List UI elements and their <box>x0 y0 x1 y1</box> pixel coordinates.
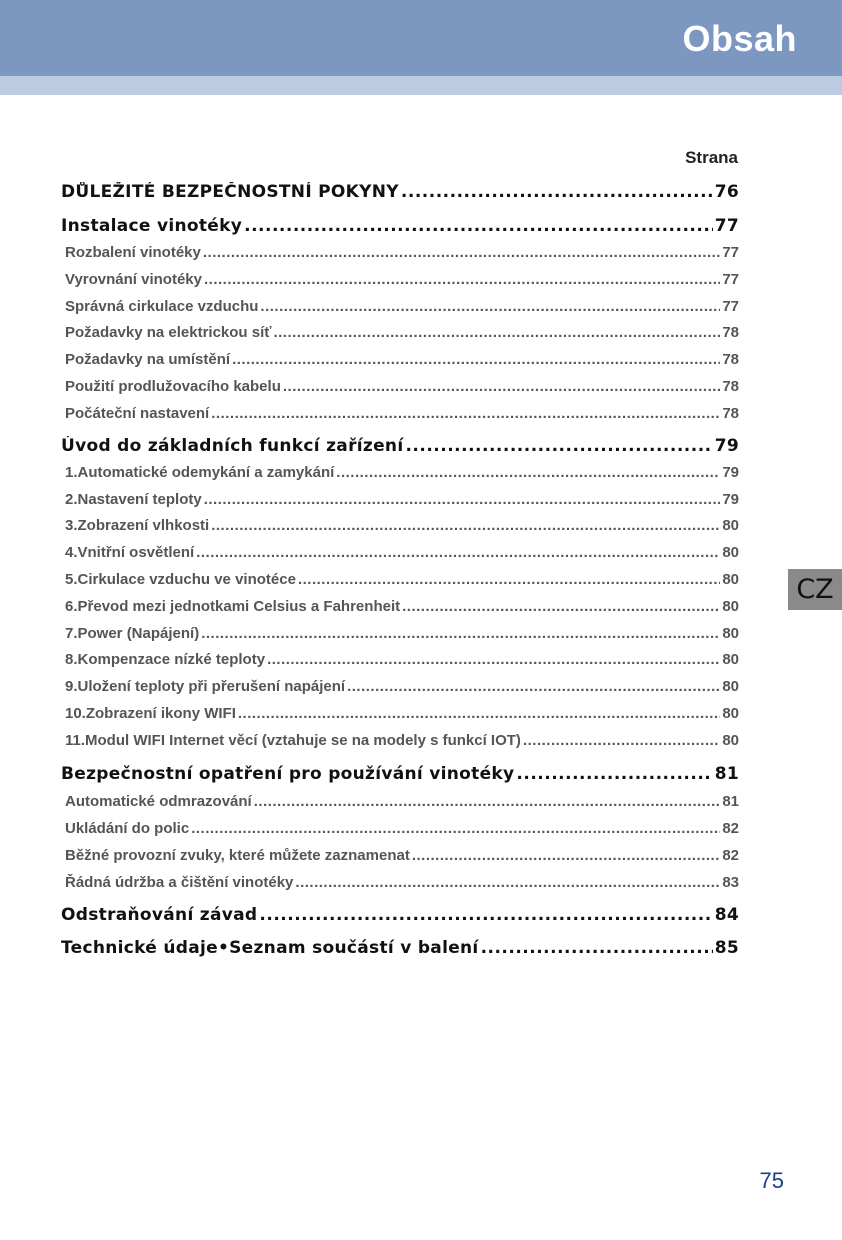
toc-entry-page: 80 <box>722 732 739 749</box>
toc-entry-label: Požadavky na elektrickou síť <box>65 324 272 341</box>
toc-leader-dots <box>481 938 713 958</box>
toc-leader-dots <box>347 678 720 695</box>
toc-entry-page: 77 <box>722 271 739 288</box>
toc-entry-label: Řádná údržba a čištění vinotéky <box>65 874 294 891</box>
toc-entry-label: 6.Převod mezi jednotkami Celsius a Fahrenheit <box>65 598 401 615</box>
toc-leader-dots <box>204 491 721 508</box>
page-title: Obsah <box>682 18 797 59</box>
toc-entry-label: 4.Vnitřní osvětlení <box>65 544 195 561</box>
toc-entry-label: Ukládání do polic <box>65 820 190 837</box>
toc-leader-dots <box>203 244 720 261</box>
toc-entry[interactable] <box>65 820 739 837</box>
toc-entry-page: 78 <box>722 351 739 368</box>
header-stripe <box>0 76 842 95</box>
toc-entry-page: 79 <box>714 436 739 456</box>
toc-leader-dots <box>267 651 720 668</box>
toc-leader-dots <box>211 517 720 534</box>
toc-leader-dots <box>259 905 712 925</box>
toc-entry[interactable] <box>65 464 739 481</box>
toc-entry[interactable] <box>61 436 739 456</box>
toc-entry-page: 81 <box>714 764 739 784</box>
toc-entry[interactable] <box>65 732 739 749</box>
toc-entry[interactable] <box>61 182 739 202</box>
toc-entry-page: 80 <box>722 517 739 534</box>
toc-entry[interactable] <box>65 847 739 864</box>
toc-entry-page: 80 <box>722 571 739 588</box>
toc-entry-label: DŮLEŽITÉ BEZPEČNOSTNÍ POKYNY <box>61 182 399 202</box>
toc-entry-label: Bezpečnostní opatření pro používání vinotéky <box>61 764 515 784</box>
toc-entry-page: 83 <box>722 874 739 891</box>
toc-entry-label: Požadavky na umístění <box>65 351 231 368</box>
toc-leader-dots <box>244 216 713 236</box>
toc-entry-label: 8.Kompenzace nízké teploty <box>65 651 266 668</box>
toc-leader-dots <box>523 732 720 749</box>
toc-entry-page: 77 <box>722 298 739 315</box>
toc-entry[interactable] <box>65 351 739 368</box>
toc-entry-label: Úvod do základních funkcí zařízení <box>61 436 404 456</box>
toc-entry-page: 81 <box>722 793 739 810</box>
toc-entry-label: 10.Zobrazení ikony WIFI <box>65 705 236 722</box>
toc-entry-label: Automatické odmrazování <box>65 793 252 810</box>
toc-entry-page: 78 <box>722 378 739 395</box>
toc-entry-label: 11.Modul WIFI Internet věcí (vztahuje se na modely s funkcí IOT) <box>65 732 521 749</box>
toc-entry-page: 80 <box>722 678 739 695</box>
toc-leader-dots <box>204 271 720 288</box>
toc-entry-page: 78 <box>722 405 739 422</box>
toc-entry[interactable] <box>65 651 739 668</box>
toc-entry[interactable] <box>65 244 739 261</box>
toc-entry[interactable] <box>61 764 739 784</box>
toc-entry-page: 82 <box>722 847 739 864</box>
toc-entry[interactable] <box>61 216 739 236</box>
toc-entry-page: 79 <box>722 464 739 481</box>
toc-entry-label: 2.Nastavení teploty <box>65 491 202 508</box>
toc-entry[interactable] <box>65 793 739 810</box>
toc-entry[interactable] <box>65 324 739 341</box>
toc-leader-dots <box>336 464 720 481</box>
toc-leader-dots <box>402 598 720 615</box>
toc-entry-label: Použití prodlužovacího kabelu <box>65 378 281 395</box>
toc-leader-dots <box>254 793 721 810</box>
toc-leader-dots <box>191 820 720 837</box>
toc-leader-dots <box>211 405 720 422</box>
toc-leader-dots <box>295 874 720 891</box>
toc-entry[interactable] <box>65 491 739 508</box>
toc-entry[interactable] <box>65 405 739 422</box>
toc-entry[interactable] <box>61 938 739 958</box>
toc-leader-dots <box>196 544 720 561</box>
toc-leader-dots <box>298 571 720 588</box>
toc-entry[interactable] <box>65 271 739 288</box>
toc-entry[interactable] <box>65 678 739 695</box>
toc-entry-page: 77 <box>722 244 739 261</box>
toc-entry-page: 77 <box>714 216 739 236</box>
toc-column-label: Strana <box>685 148 738 167</box>
toc-entry-label: Počáteční nastavení <box>65 405 210 422</box>
toc-leader-dots <box>405 436 712 456</box>
language-tab: CZ <box>788 569 842 610</box>
toc-entry-page: 82 <box>722 820 739 837</box>
toc-entry-label: Rozbalení vinotéky <box>65 244 201 261</box>
toc-leader-dots <box>401 182 713 202</box>
toc-leader-dots <box>273 324 720 341</box>
toc-entry-label: 7.Power (Napájení) <box>65 625 200 642</box>
toc-entry-label: Instalace vinotéky <box>61 216 243 236</box>
toc-entry-page: 76 <box>714 182 739 202</box>
toc-entry[interactable] <box>65 705 739 722</box>
toc-entry-label: Technické údaje•Seznam součástí v balení <box>61 938 479 958</box>
toc-entry-label: 9.Uložení teploty při přerušení napájení <box>65 678 346 695</box>
page-number: 75 <box>759 1168 784 1193</box>
toc-entry-page: 84 <box>714 905 739 925</box>
toc-entry-label: 1.Automatické odemykání a zamykání <box>65 464 335 481</box>
toc-entry-page: 80 <box>722 625 739 642</box>
toc-entry[interactable] <box>65 598 739 615</box>
toc-entry[interactable] <box>65 571 739 588</box>
toc-entry[interactable] <box>65 378 739 395</box>
toc-entry-label: Běžné provozní zvuky, které můžete zaznamenat <box>65 847 410 864</box>
toc-entry-page: 80 <box>722 651 739 668</box>
toc-entry[interactable] <box>61 905 739 925</box>
toc-entry-label: 3.Zobrazení vlhkosti <box>65 517 210 534</box>
toc-entry[interactable] <box>65 517 739 534</box>
toc-leader-dots <box>232 351 720 368</box>
toc-entry-page: 80 <box>722 544 739 561</box>
toc-entry-page: 80 <box>722 705 739 722</box>
toc-entry[interactable] <box>65 874 739 891</box>
toc-leader-dots <box>283 378 720 395</box>
toc-entry-label: Správná cirkulace vzduchu <box>65 298 259 315</box>
toc-entry-page: 78 <box>722 324 739 341</box>
toc-leader-dots <box>238 705 720 722</box>
toc-leader-dots <box>260 298 720 315</box>
toc-entry[interactable] <box>65 625 739 642</box>
toc-leader-dots <box>412 847 720 864</box>
toc-entry-label: Odstraňování závad <box>61 905 258 925</box>
toc-entry-label: 5.Cirkulace vzduchu ve vinotéce <box>65 571 296 588</box>
toc-entry-label: Vyrovnání vinotéky <box>65 271 202 288</box>
toc-entry-page: 80 <box>722 598 739 615</box>
toc-entry[interactable] <box>65 544 739 561</box>
toc-leader-dots <box>201 625 720 642</box>
toc-entry-page: 85 <box>714 938 739 958</box>
toc-entry[interactable] <box>65 298 739 315</box>
toc-entry-page: 79 <box>722 491 739 508</box>
toc-leader-dots <box>516 764 712 784</box>
